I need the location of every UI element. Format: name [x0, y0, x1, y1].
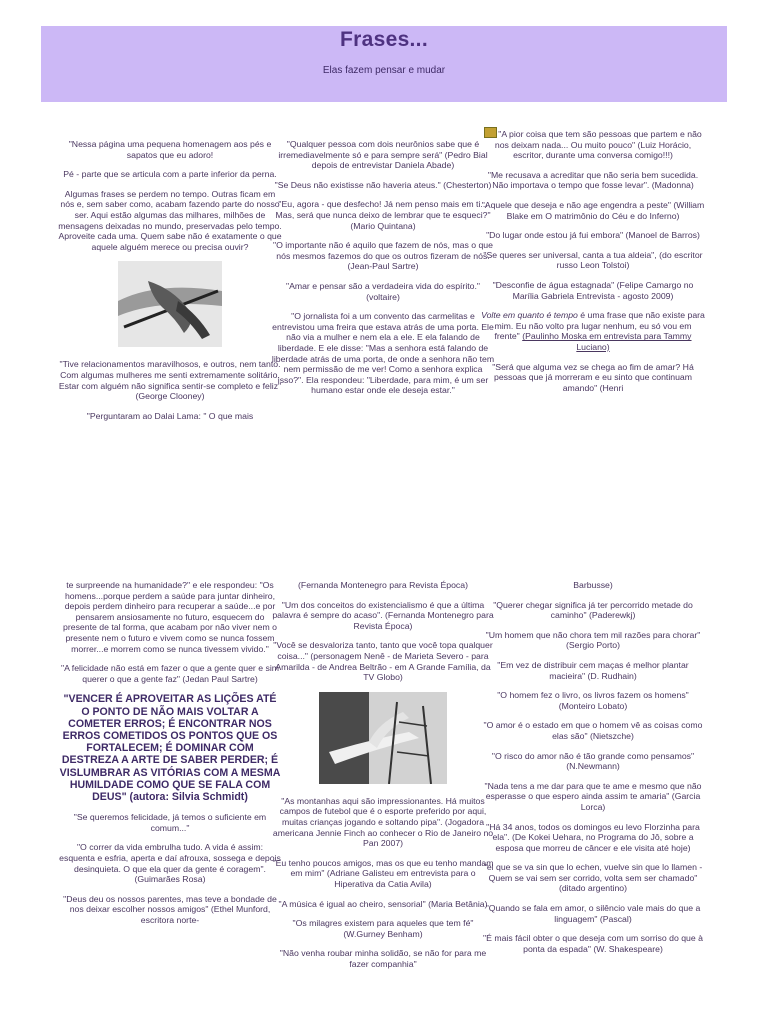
quote-quintana: "Eu, agora - que desfecho! Já nem penso mais em ti... Mas, será que nunca deixo de lembrar que te esqueci?" (Mario Quintana)	[275, 199, 491, 231]
column-3-top	[481, 127, 705, 467]
quote-voltaire: "Amar e pensar são a verdadeira vida do espírito."(voltaire)	[285, 280, 481, 302]
column-1-top	[58, 139, 282, 479]
quote-shakespeare: "É mais fácil obter o que deseja com um sorriso do que à ponta da espada" (W. Shakespeare)	[483, 933, 703, 954]
quote-finch: "As montanhas aqui são impressionantes. Há muitos campos de futebol que é o esporte preferido por aqui, muitas crianças jogando e soltando pipa". (Jogadora americana Jennie Finch ao conhecer o Rio de Janeiro no Pan 2007)	[272, 795, 494, 849]
quote-barbusse-end: Barbusse)	[573, 580, 613, 590]
chair-legs-photo	[319, 692, 447, 784]
column-3-bottom	[481, 580, 705, 1024]
quote-nietszche: "O amor é o estado em que o homem vê as coisas como elas são" (Nietszche)	[483, 720, 703, 741]
quote-henri: "Será que alguma vez se chega ao fim de amar? Há pessoas que já morreram e eu sinto que continuam amando" (Henri	[492, 361, 694, 393]
quote-convent: "O jornalista foi a um convento das carmelitas e entrevistou uma freira que estava atrás de uma porta. Ele não via a mulher e nem ela a ele. E ela falando de liberdade. E ele disse: "Mas a senhora está falando de liberdade atrás de uma porta, de onde a senhora não tem nem permissão de me ver! Como a senhora explica isso?". Ela respondeu: "Liberdade, para mim, é um ser humano estar onde ele deseja estar."	[271, 311, 495, 396]
quote-felipe: "Desconfie de água estagnada" (Felipe Camargo no Marília Gabriela Entrevista - agosto 2009)	[492, 279, 694, 301]
quote-newmann: "O risco do amor não é tão grande como pensamos" (N.Newmann)	[491, 750, 695, 772]
quote-manoel: "Do lugar onde estou já fui embora" (Manoel de Barros)	[486, 230, 700, 241]
page-title: Frases...	[340, 28, 428, 51]
quote-pascal: "Quando se fala em amor, o silêncio vale mais do que a linguagem" (Pascal)	[485, 903, 701, 924]
quote-munford: "Deus deu os nossos parentes, mas teve a bondade de nos deixar escolher nossos amigos" (Ethel Munford, escritora norte-	[63, 893, 277, 925]
quote-bial: "Qualquer pessoa com dois neurônios sabe que é irremediavelmente só e para sempre será" (Pedro Bial depois de entrevistar Daniela Abade)	[278, 139, 488, 171]
quote-lobato: "O homem fez o livro, os livros fazem os homens" (Monteiro Lobato)	[497, 690, 689, 711]
quote-suficiente: "Se queremos felicidade, já temos o suficiente em comum..."	[73, 812, 267, 833]
quote-galisteu: "Eu tenho poucos amigos, mas os que eu tenho mandam em mim" (Adriane Galisteu em entrevista para o Hiperativa da Catia Avila)	[272, 857, 494, 889]
moska-link[interactable]: (Paulinho Moska em entrevista para Tammy Luciano)	[522, 331, 692, 352]
quote-clooney: "Tive relacionamentos maravilhosos, e outros, nem tanto. Com algumas mulheres me senti extremamente solitário. Estar com alguém não significa sentir-se completo e feliz" (George Clooney)	[58, 359, 282, 402]
quote-rudhain: "Em vez de distribuir cem maças é melhor plantar macieira" (D. Rudhain)	[497, 659, 689, 681]
quote-felicidade: "A felicidade não está em fazer o que a gente quer e sim querer o que a gente faz" (Jedan Paul Sartre)	[61, 663, 279, 684]
quote-luiz-horacio: "A pior coisa que tem são pessoas que partem e não nos deixam nada... Ou muito pouco" (Luiz Horácio, escritor, durante uma conversa comigo!!!)	[481, 127, 705, 161]
definition-text: Pé - parte que se articula com a parte inferior da perna.	[63, 169, 277, 180]
column-2-top	[271, 139, 495, 479]
quote-moska: Volte em quanto é tempo é uma frase que não existe para mim. Eu não volto pra lugar nenhum, eu só vou em frente" (Paulinho Moska em entrevista para Tammy Luciano)	[481, 310, 705, 352]
quote-betania: "A música é igual ao cheiro, sensorial" (Maria Betânia)	[278, 898, 488, 909]
quote-porto: "Um homem que não chora tem mil razões para chorar" (Sergio Porto)	[485, 629, 701, 651]
quote-benham: "Os milagres existem para aqueles que tem fé" (W.Gurney Benham)	[292, 918, 474, 939]
quote-lorca: "Nada tens a me dar para que te ame e mesmo que não esperasse o que espero ainda assim te amaria" (Garcia Lorca)	[484, 780, 702, 812]
page-subtitle: Elas fazem pensar e mudar	[322, 65, 446, 76]
quote-montenegro-end: (Fernanda Montenegro para Revista Época)	[298, 580, 468, 590]
quote-tolstoi: "Se queres ser universal, canta a tua aldeia", (do escritor russo Leon Tolstoi)	[483, 249, 703, 271]
quote-ditado: "el que se va sin que lo echen, vuelve sin que lo llamen - Quem se vai sem ser corrido, volta sem ser chamado" (ditado argentino)	[483, 862, 703, 894]
intro-paragraph: Algumas frases se perdem no tempo. Outras ficam em nós e, sem saber como, acabam fazendo parte do nosso ser. Aqui estão algumas das milhares, milhões de mensagens deixadas no mundo, preservadas pelo tempo. Aproveite cada uma. Quem sabe não é exatamente o que aquele alguém merece ou precisa ouvir?	[58, 188, 282, 252]
quote-guimaraes: "O correr da vida embrulha tudo. A vida é assim: esquenta e esfria, aperta e daí afrouxa, sossega e depois desinquieta. O que ela quer da gente é coragem". (Guimarães Rosa)	[59, 842, 281, 885]
quote-chesterton: "Se Deus não existisse não haveria ateus." (Chesterton)	[274, 179, 492, 190]
quote-uehara: "Há 34 anos, todos os domingos eu levo Florzinha para ela". (De Kokei Uehara, no Programa do Jô, sobre a esposa que morreu de câncer e ele visita até hoje)	[486, 821, 700, 853]
header-banner	[41, 26, 727, 102]
legs-photo	[118, 261, 222, 347]
intro-text: "Nessa página uma pequena homenagem aos pés e sapatos que eu adoro!	[68, 139, 272, 160]
quote-paderewkj: "Querer chegar significa já ter percorrido metade do caminho" (Paderewkj)	[493, 599, 693, 621]
column-1-bottom	[58, 580, 282, 1024]
quote-solidao: "Não venha roubar minha solidão, se não for para me fazer companhia"	[279, 948, 487, 969]
image-icon	[484, 127, 497, 138]
column-2-bottom	[271, 580, 495, 1024]
quote-nene: "Você se desvaloriza tanto, tanto que você topa qualquer coisa..." (personagem Nenê - de Marieta Severo - para Amarilda - de Andrea Beltrão - em A Grande Família, da TV Globo)	[273, 640, 493, 683]
quote-blake: "Aquele que deseja e não age engendra a peste" (William Blake em O matrimônio do Céu e do Inferno)	[481, 199, 705, 221]
quote-madonna: "Me recusava a acreditar que não seria bem sucedida. Não importava o tempo que fosse levar". (Madonna)	[487, 169, 699, 191]
quote-montenegro: "Um dos conceitos do existencialismo é que a última palavra é sempre do acaso". (Fernanda Montenegro para Revista Época)	[272, 599, 494, 631]
quote-dalai-end: te surpreende na humanidade?" e ele respondeu: "Os homens...porque perdem a saúde para juntar dinheiro, depois perdem dinheiro para recuperar a saúde...e por pensarem ansiosamente no futuro, esquecem do presente de tal forma, que acabam por não viver nem o presente nem o futuro e vivem como se nunca fossem morrer...e morrem como se nunca tivessem vivido."	[63, 580, 277, 654]
quote-schmidt: "VENCER É APROVEITAR AS LIÇÕES ATÉ O PONTO DE NÃO MAIS VOLTAR A COMETER ERROS; É ENCONTRAR NOS ERROS COMETIDOS OS PONTOS QUE OS FORTALECEM; É DOMINAR COM DESTREZA A ARTE DE SABER PERDER; É VISLUMBRAR AS VITÓRIAS COM A MESMA HUMILDADE COMO QUE SE FALA COM DEUS" (autora: Silvia Schmidt)	[59, 693, 281, 803]
quote-dalai-start: "Perguntaram ao Dalai Lama: " O que mais	[86, 410, 254, 421]
quote-sartre: "O importante não é aquilo que fazem de nós, mas o que nós mesmos fazemos do que os outros fizeram de nós. (Jean-Paul Sartre)	[273, 240, 493, 272]
